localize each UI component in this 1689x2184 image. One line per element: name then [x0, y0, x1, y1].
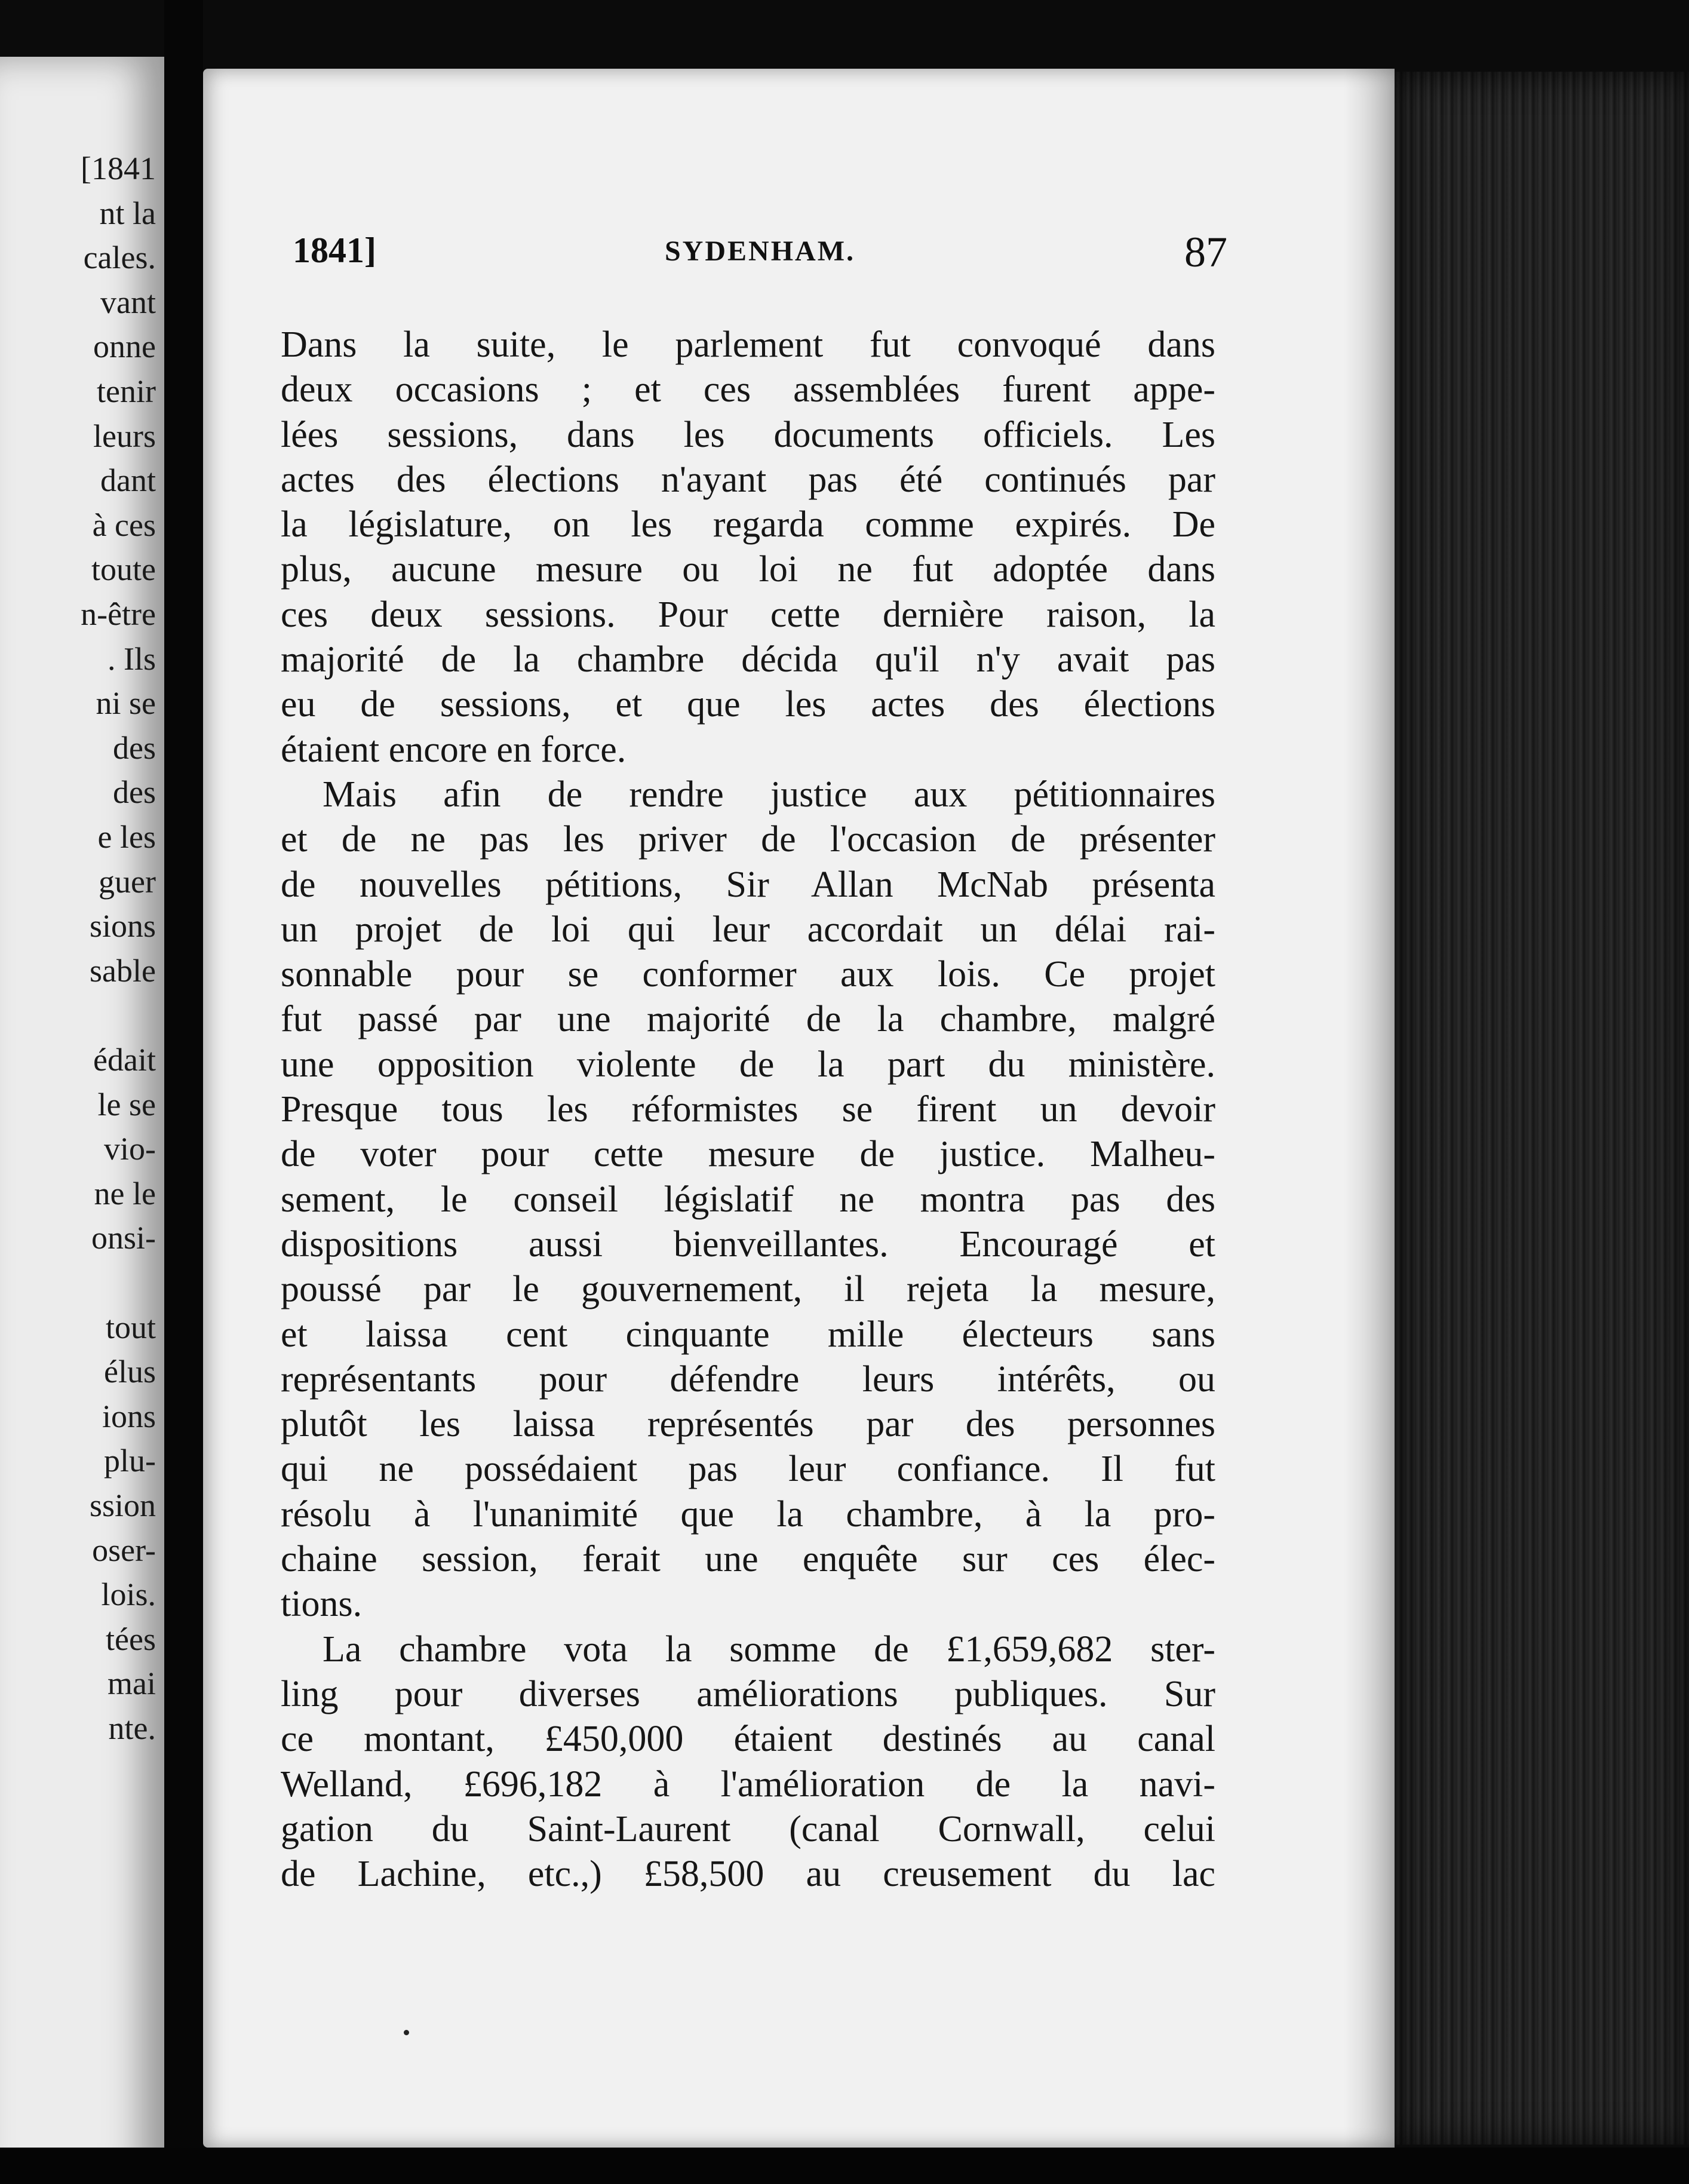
text-line: de voter pour cette mesure de justice. Malheu-: [281, 1134, 1215, 1175]
page-body-text: [281, 323, 1215, 1897]
left-facing-page: [0, 57, 164, 2184]
book-bottom-edge: [0, 2148, 1689, 2184]
text-line: la législature, on les regarda comme expirés. De: [281, 504, 1215, 545]
text-line: plus, aucune mesure ou loi ne fut adoptée dans: [281, 549, 1215, 590]
running-head: [293, 230, 1227, 284]
text-line: Presque tous les réformistes se firent un devoir: [281, 1089, 1215, 1130]
text-line: gation du Saint-Laurent (canal Cornwall, celui: [281, 1808, 1215, 1849]
text-line: résolu à l'unanimité que la chambre, à la pro-: [281, 1493, 1215, 1535]
running-head-year: 1841]: [293, 231, 376, 270]
left-page-line: sable: [90, 952, 156, 989]
left-page-line: n-être: [81, 596, 156, 632]
text-line: et laissa cent cinquante mille électeurs sans: [281, 1314, 1215, 1355]
text-line: plutôt les laissa représentés par des personnes: [281, 1404, 1215, 1445]
left-page-line: toute: [91, 551, 156, 588]
left-page-line: e les: [97, 819, 156, 855]
text-line: un projet de loi qui leur accordait un délai rai-: [281, 909, 1215, 950]
text-line: étaient encore en force.: [281, 729, 627, 770]
left-page-line: leurs: [93, 418, 156, 454]
text-line: dispositions aussi bienveillantes. Encouragé et: [281, 1223, 1215, 1265]
text-line: Mais afin de rendre justice aux pétitionnaires: [323, 774, 1215, 815]
left-page-line: ne le: [94, 1175, 156, 1211]
left-page-line: des: [113, 774, 156, 811]
left-page-line: nt la: [99, 195, 156, 231]
left-page-line: oser-: [92, 1532, 156, 1568]
text-line: lées sessions, dans les documents officiels. Les: [281, 414, 1215, 455]
left-page-line: élus: [104, 1354, 156, 1390]
book-gutter: [164, 0, 203, 2184]
text-line: sonnable pour se conformer aux lois. Ce projet: [281, 954, 1215, 995]
left-page-line: vant: [100, 284, 156, 320]
running-head-title: SYDENHAM.: [664, 235, 855, 267]
page-number: 87: [1184, 228, 1227, 276]
left-page-line: mai: [108, 1665, 156, 1702]
book-page-edges: [1395, 72, 1689, 2145]
text-line: deux occasions ; et ces assemblées furent appe-: [281, 369, 1215, 410]
text-line: Welland, £696,182 à l'amélioration de la navi-: [281, 1763, 1215, 1805]
left-page-line: ions: [102, 1398, 156, 1434]
text-line: La chambre vota la somme de £1,659,682 ster-: [323, 1628, 1215, 1670]
left-page-line: à ces: [92, 507, 156, 543]
text-line: et de ne pas les priver de l'occasion de présenter: [281, 819, 1215, 860]
left-page-line: onsi-: [91, 1220, 156, 1256]
left-page-line: sions: [89, 908, 156, 944]
text-line: sement, le conseil législatif ne montra pas des: [281, 1179, 1215, 1220]
text-line: qui ne possédaient pas leur confiance. Il fut: [281, 1449, 1215, 1490]
ink-speck: [404, 2030, 409, 2035]
text-line: majorité de la chambre décida qu'il n'y avait pas: [281, 639, 1215, 680]
left-page-line: plu-: [104, 1443, 156, 1479]
left-page-line: édait: [93, 1042, 156, 1078]
left-page-line: cales.: [83, 240, 156, 276]
text-line: représentants pour défendre leurs intérêts, ou: [281, 1358, 1215, 1400]
text-line: de nouvelles pétitions, Sir Allan McNab présenta: [281, 864, 1215, 905]
left-page-line: lois.: [101, 1576, 156, 1613]
left-page-line: ssion: [89, 1487, 156, 1523]
left-page-line: des: [113, 729, 156, 766]
text-line: tions.: [281, 1584, 363, 1625]
text-line: actes des élections n'ayant pas été continués par: [281, 459, 1215, 500]
left-page-line: tenir: [97, 373, 156, 409]
text-line: chaine session, ferait une enquête sur ces élec-: [281, 1539, 1215, 1580]
left-page-line: tout: [105, 1309, 156, 1345]
text-line: fut passé par une majorité de la chambre, malgré: [281, 999, 1215, 1040]
left-page-line: vio-: [104, 1131, 156, 1167]
left-page-line: . Ils: [108, 640, 156, 677]
text-line: ce montant, £450,000 étaient destinés au canal: [281, 1719, 1215, 1760]
left-page-line: dant: [100, 462, 156, 499]
page-curvature-shadow: [1344, 69, 1395, 2148]
text-line: poussé par le gouvernement, il rejeta la mesure,: [281, 1269, 1215, 1310]
text-line: ling pour diverses améliorations publiques. Sur: [281, 1673, 1215, 1714]
left-page-line: le se: [97, 1086, 156, 1122]
left-page-line: onne: [93, 329, 156, 365]
text-line: Dans la suite, le parlement fut convoqué dans: [281, 324, 1215, 365]
text-line: ces deux sessions. Pour cette dernière raison, la: [281, 594, 1215, 635]
left-page-line: guer: [99, 863, 156, 900]
text-line: une opposition violente de la part du ministère.: [281, 1044, 1215, 1085]
text-line: de Lachine, etc.,) £58,500 au creusement du lac: [281, 1854, 1215, 1895]
left-page-line: nte.: [108, 1710, 156, 1746]
left-page-line: ni se: [96, 685, 156, 722]
left-page-line: tées: [106, 1621, 156, 1657]
text-line: eu de sessions, et que les actes des élections: [281, 684, 1215, 725]
left-page-line: [1841: [81, 151, 156, 186]
